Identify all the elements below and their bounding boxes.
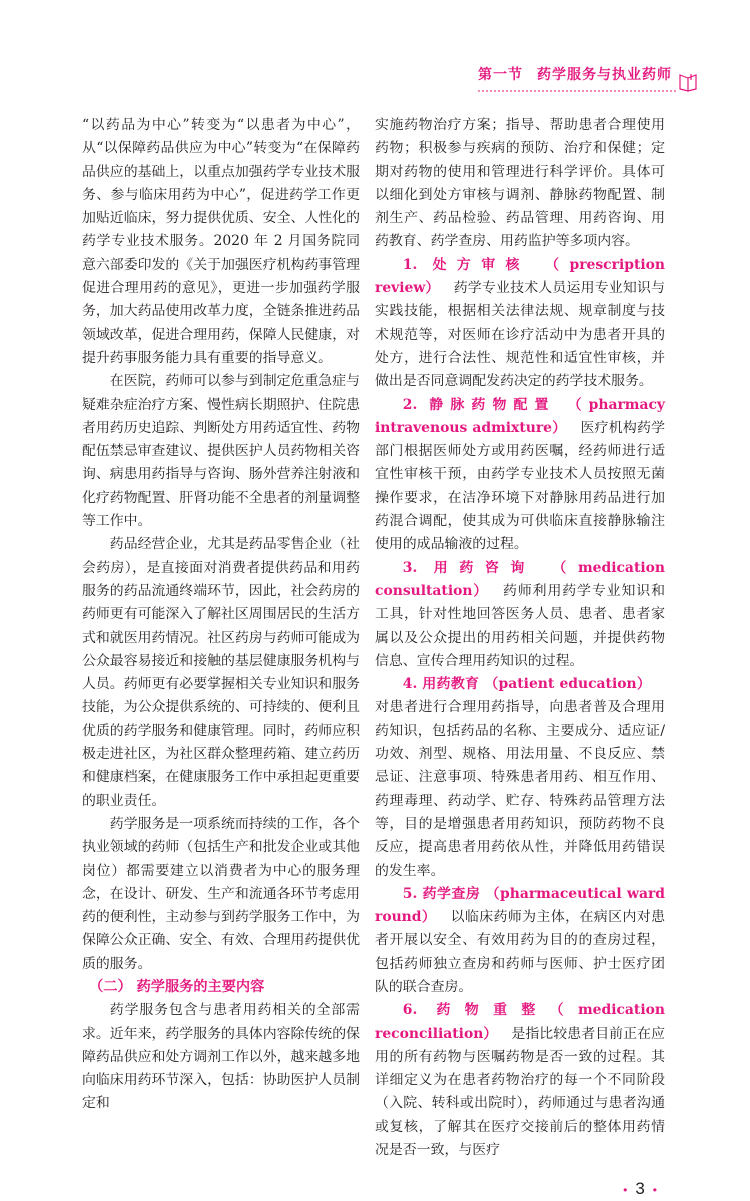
right-column [375,114,665,1201]
running-header [478,64,698,92]
paragraph: “以药品为中心”转变为“以患者为中心”，从“以保障药品供应为中心”转变为“在保障药品供应的基础上，以重点加强药学专业技术服务、参与临床用药为中心”，促进药学工作更加贴近临床，努力提供优质、安全、人性化的药学专业技术服务。2020 年 2 月国务院同意六部委印发的《关于加强医疗机构药事管理促进合理用药的意见》，更进一步加强药学服务，加大药品使用改革力度，全链条推进药品领域改革，促进合理用药，保障人民健康，对提升药事服务能力具有重要的指导意义。 [82,117,360,366]
header-section: 第一节 [478,67,523,83]
item-heading: 2. 静脉药物配置 （pharmacy intravenous admixture） [375,396,665,436]
left-column [82,114,360,1116]
page-number-value: 3 [635,1179,645,1199]
section-heading: （二） 药学服务的主要内容 [89,978,265,995]
header-chapter-title: 药学服务与执业药师 [537,67,672,83]
dot-icon: • [623,1183,628,1198]
item-heading: 4. 用药教育 （patient education） [402,676,652,693]
paragraph: 在医院，药师可以参与到制定危重急症与疑难杂症治疗方案、慢性病长期照护、住院患者用药历史追踪、判断处方用药适宜性、药物配伍禁忌审查建议、提供医护人员药物相关咨询、病患用药指导与咨询、肠外营养注射液和化疗药物配置、肝肾功能不全患者的剂量调整等工作中。 [82,373,360,530]
item-3 [375,557,665,673]
header-title [478,64,676,92]
item-body: 药师利用药学专业知识和工具，针对性地回答医务人员、患者、患者家属以及公众提出的用药相关问题，并提供药物信息、宣传合理用药知识的过程。 [375,582,665,669]
item-body: 以临床药师为主体，在病区内对患者开展以安全、有效用药为目的的查房过程，包括药师独立查房和药师与医师、护士医疗团队的联合查房。 [375,909,665,995]
book-icon [678,70,698,92]
item-1 [375,254,665,394]
item-heading: 3. 用药咨询 （medication consultation） [375,559,665,599]
dot-icon: • [652,1183,657,1198]
item-6 [375,999,665,1162]
item-body: 是指比较患者目前正在应用的所有药物与医嘱药物是否一致的过程。其详细定义为在患者药物治疗的每一个不同阶段（入院、转科或出院时），药师通过与患者沟通或复核，了解其在医疗交接前后的整体用药情况是否一致，与医疗 [375,1025,665,1159]
item-heading: 1. 处方审核 （prescription review） [375,256,665,297]
item-heading: 6. 药物重整（medication reconciliation） [375,1002,665,1042]
paragraph: 药学服务是一项系统而持续的工作，各个执业领域的药师（包括生产和批发企业或其他岗位）都需要建立以消费者为中心的服务理念，在设计、研发、生产和流通各环节考虑用药的便利性，主动参与到药学服务工作中，为保障公众正确、安全、有效、合理用药提供优质的服务。 [82,815,360,972]
paragraph: 药品经营企业，尤其是药品零售企业（社会药房），是直接面对消费者提供药品和用药服务的药品流通终端环节，因此，社会药房的药师更有可能深入了解社区周围居民的生活方式和就医用药情况。社区药房与药师可能成为公众最容易接近和接触的基层健康服务机构与人员。药师更有必要掌握相关专业知识和服务技能，为公众提供系统的、可持续的、便利且优质的药学服务和健康管理。同时，药师应积极走进社区，为社区群众整理药箱、建立药历和健康档案，在健康服务工作中承担起更重要的职业责任。 [82,536,360,809]
item-4 [375,673,665,883]
page-number [375,1178,665,1201]
item-5 [375,883,665,999]
paragraph: 药学服务包含与患者用药相关的全部需求。近年来，药学服务的具体内容除传统的保障药品供应和处方调剂工作以外，越来越多地向临床用药环节深入，包括：协助医护人员制定和 [82,1002,360,1112]
item-body: 对患者进行合理用药指导，向患者普及合理用药知识，包括药品的名称、主要成分、适应证/功效、剂型、规格、用法用量、不良反应、禁忌证、注意事项、特殊患者用药、相互作用、药理毒理、药动学、贮存、特殊药品管理方法等，目的是增强患者用药知识，预防药物不良反应，提高患者用药依从性，并降低用药错误的发生率。 [375,699,665,879]
item-body: 药学专业技术人员运用专业知识与实践技能，根据相关法律法规、规章制度与技术规范等，对医师在诊疗活动中为患者开具的处方，进行合法性、规范性和适宜性审核，并做出是否同意调配发药决定的药学技术服务。 [375,280,665,390]
paragraph: 实施药物治疗方案；指导、帮助患者合理使用药物；积极参与疾病的预防、治疗和保健；定期对药物的使用和管理进行科学评价。具体可以细化到处方审核与调剂、静脉药物配置、制剂生产、药品检验、药品管理、用药咨询、用药教育、药学查房、用药监护等多项内容。 [375,117,665,250]
item-2 [375,394,665,557]
item-body: 医疗机构药学部门根据医师处方或用药医嘱，经药师进行适宜性审核干预，由药学专业技术人员按照无菌操作要求，在洁净环境下对静脉用药品进行加药混合调配，使其成为可供临床直接静脉输注使用的成品输液的过程。 [375,419,665,553]
item-heading: 5. 药学查房 （pharmaceutical ward round） [375,885,665,926]
